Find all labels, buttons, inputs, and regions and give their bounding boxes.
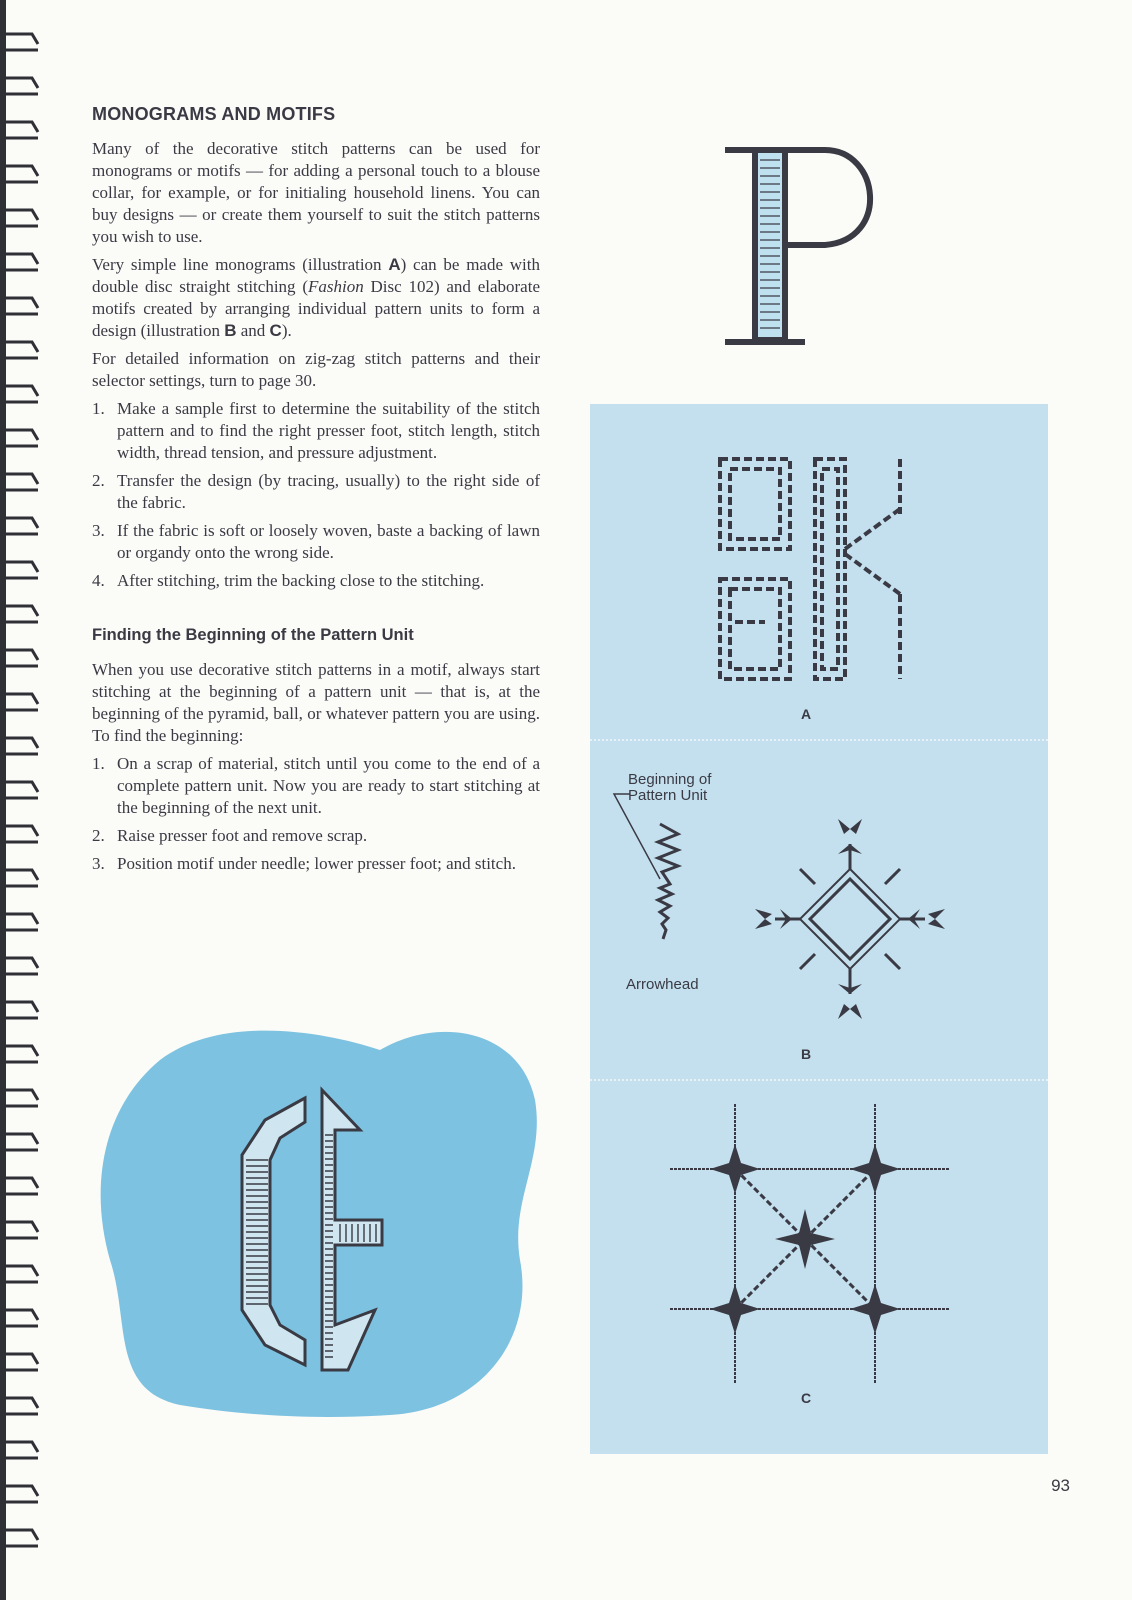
list-item: 2. Raise presser foot and remove scrap. [92, 826, 368, 845]
subsection-intro: When you use decorative stitch patterns in a motif, always start stitching at the beginning of a pattern unit — that is, at the beginning of the pyramid, ball, or whatever pattern you are using. To find the beginning: [92, 660, 540, 745]
list-item: 2. Transfer the design (by tracing, usually) to the right side of the fabric. [92, 471, 540, 512]
cek-line-monogram [710, 454, 910, 684]
beginning-annotation: Beginning of Pattern Unit [628, 771, 712, 804]
list-item: 1. Make a sample first to determine the suitability of the stitch pattern and to find the right presser foot, stitch length, stitch width, thread tension, and pressure adjustment. [92, 399, 540, 462]
illustrations-panel [590, 404, 1048, 1454]
list-item: 3. Position motif under needle; lower presser foot; and stitch. [92, 854, 516, 873]
pattern-unit-steps [92, 753, 540, 875]
intro-paragraph-1: Many of the decorative stitch patterns can be used for monograms or motifs — for adding a personal touch to a blouse collar, for example, or for initialing household linens. You can buy designs — or create them yourself to suit the stitch patterns you wish to use. [92, 139, 540, 246]
p-monogram-illustration [720, 140, 900, 360]
star-motif [665, 1099, 955, 1389]
diamond-motif [750, 814, 950, 1024]
divider [590, 739, 1048, 741]
section-title: MONOGRAMS AND MOTIFS [92, 104, 336, 124]
arrowhead-stitch-sample [600, 784, 720, 964]
arrowhead-label: Arrowhead [626, 976, 699, 993]
list-item: 4. After stitching, trim the backing close to the stitching. [92, 571, 485, 590]
list-item: 1. On a scrap of material, stitch until you come to the end of a complete pattern unit. Now you are ready to start stitching at the beginning of the next unit. [92, 754, 540, 817]
spiral-binding [0, 0, 48, 1600]
ce-monogram-illustration [90, 1020, 540, 1420]
figure-label-c: C [800, 1390, 812, 1406]
intro-paragraph-3: For detailed information on zig-zag stitch patterns and their selector settings, turn to page 30. [92, 349, 540, 390]
divider [590, 1079, 1048, 1081]
figure-label-a: A [800, 706, 812, 722]
page-number: 93 [1051, 1476, 1070, 1495]
figure-label-b: B [800, 1046, 812, 1062]
preparation-steps [92, 398, 540, 592]
list-item: 3. If the fabric is soft or loosely woven, baste a backing of lawn or organdy onto the wrong side. [92, 521, 540, 562]
subsection-title: Finding the Beginning of the Pattern Unit [92, 626, 414, 644]
intro-paragraph-2: Very simple line monograms (illustration A) can be made with double disc straight stitching (Fashion Disc 102) and elaborate motifs created by arranging individual pattern units to form a design (illustration B and C). [92, 255, 540, 340]
text-column [92, 104, 540, 881]
